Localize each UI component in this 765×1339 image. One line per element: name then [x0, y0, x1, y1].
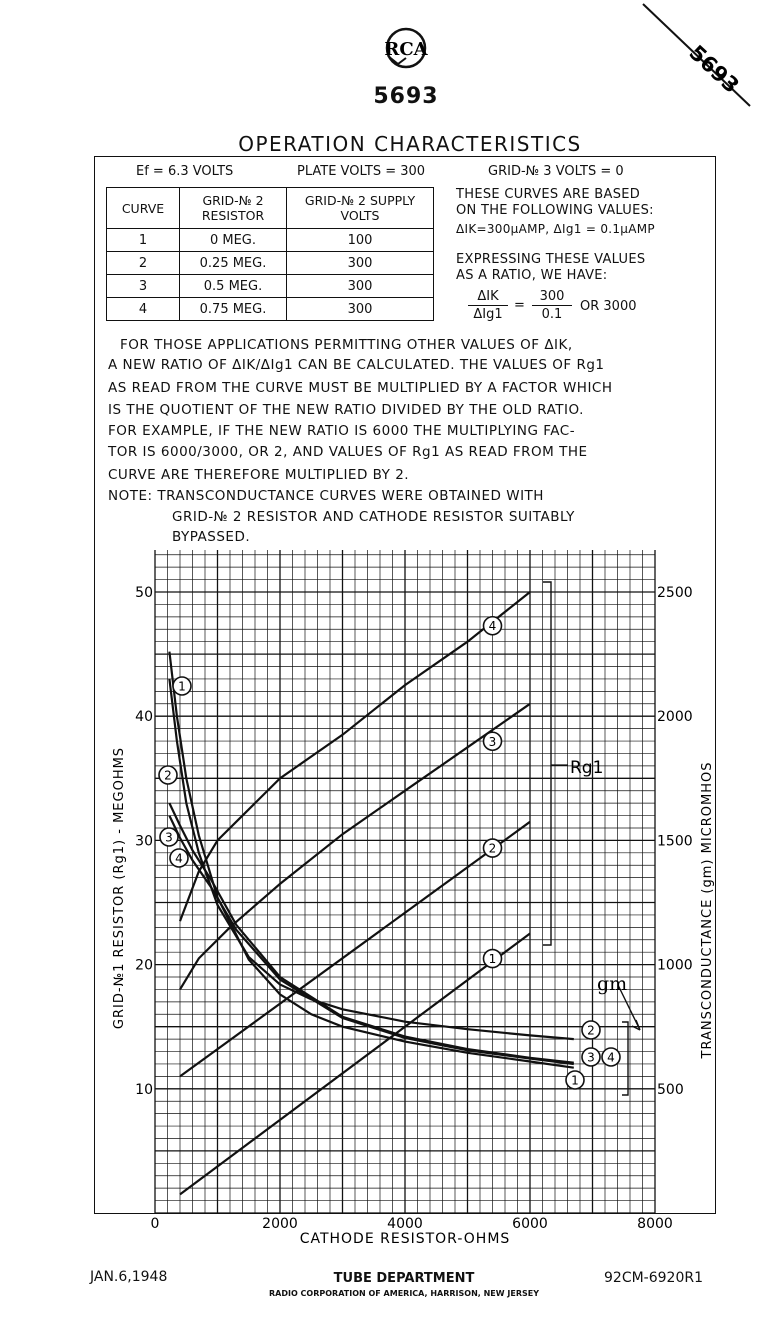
gm-curve-label: 4	[607, 1050, 615, 1065]
gm-group-label: gm	[597, 973, 628, 995]
footer-date: JAN.6,1948	[90, 1269, 168, 1285]
paragraph-line: AS READ FROM THE CURVE MUST BE MULTIPLIED BY A FACTOR WHICH	[108, 380, 613, 396]
paragraph-line: A NEW RATIO OF ΔIK/ΔIg1 CAN BE CALCULATED. THE VALUES OF Rg1	[108, 357, 605, 373]
side-note-line: ΔIK=300μAMP, ΔIg1 = 0.1μAMP	[456, 222, 655, 236]
table-header: CURVE	[107, 188, 180, 229]
gm-curve-label: 1	[571, 1073, 579, 1088]
y-right-tick-label: 2500	[657, 585, 693, 601]
rg1-bracket	[543, 582, 551, 945]
svg-text:5693: 5693	[684, 40, 744, 98]
y-left-tick-label: 30	[135, 833, 153, 850]
paragraph-line: NOTE: TRANSCONDUCTANCE CURVES WERE OBTAINED WITH	[108, 488, 544, 504]
x-tick-label: 4000	[387, 1216, 423, 1232]
gm-bracket	[622, 1022, 628, 1095]
table-cell: 0.25 MEG.	[180, 252, 287, 275]
ratio-result: OR 3000	[580, 299, 637, 314]
plate-voltage: PLATE VOLTS = 300	[297, 164, 426, 179]
value-numerator: 300	[539, 289, 565, 304]
table-cell: 0.5 MEG.	[180, 275, 287, 298]
y-right-tick-label: 1000	[657, 957, 693, 974]
rg1-curve-label: 2	[488, 841, 497, 856]
ratio-denominator: ΔIg1	[473, 307, 503, 322]
gm-curve-label: 3	[165, 830, 173, 845]
paragraph-line: TOR IS 6000/3000, OR 2, AND VALUES OF Rg1 AS READ FROM THE	[108, 444, 588, 460]
rg1-curve-label: 3	[488, 734, 497, 749]
table-cell: 2	[107, 252, 180, 275]
x-tick-label: 6000	[512, 1216, 548, 1232]
gm-curve-label: 2	[164, 768, 172, 783]
paragraph-line: IS THE QUOTIENT OF THE NEW RATIO DIVIDED BY THE OLD RATIO.	[108, 402, 584, 418]
x-tick-label: 2000	[262, 1216, 298, 1232]
side-note-line: THESE CURVES ARE BASED	[456, 187, 641, 202]
side-note-line: EXPRESSING THESE VALUES	[456, 252, 646, 267]
y-right-axis-label: TRANSCONDUCTANCE (gm) MICROMHOS	[700, 761, 715, 1059]
paragraph-line: GRID-№ 2 RESISTOR AND CATHODE RESISTOR SUITABLY	[172, 509, 575, 525]
gm-curve-label: 2	[587, 1023, 595, 1038]
table-cell: 3	[107, 275, 180, 298]
table-cell: 0 MEG.	[180, 229, 287, 252]
ratio-equals: =	[514, 298, 525, 313]
rg1-curve-label: 1	[488, 952, 497, 967]
table-cell: 1	[107, 229, 180, 252]
table-header: GRID-№ 2 RESISTOR	[180, 188, 287, 229]
y-left-tick-label: 40	[135, 709, 153, 726]
rg1-curve-label: 4	[488, 619, 497, 634]
paragraph-line: CURVE ARE THEREFORE MULTIPLIED BY 2.	[108, 467, 410, 483]
table-cell: 0.75 MEG.	[180, 298, 287, 321]
paragraph-line: FOR THOSE APPLICATIONS PERMITTING OTHER VALUES OF ΔIK,	[120, 337, 573, 353]
filament-voltage: Ef = 6.3 VOLTS	[136, 164, 234, 179]
table-cell: 100	[287, 229, 434, 252]
ratio-numerator: ΔIK	[477, 289, 499, 304]
value-denominator: 0.1	[541, 307, 563, 322]
page-title: OPERATION CHARACTERISTICS	[238, 132, 582, 156]
y-left-tick-label: 50	[135, 585, 153, 601]
side-note-line: AS A RATIO, WE HAVE:	[456, 268, 608, 283]
grid3-voltage: GRID-№ 3 VOLTS = 0	[488, 164, 624, 179]
gm-curve-label: 3	[587, 1050, 595, 1065]
footer-code: 92CM-6920R1	[604, 1270, 703, 1286]
y-left-tick-label: 20	[135, 957, 153, 974]
table-cell: 4	[107, 298, 180, 321]
table-cell: 300	[287, 275, 434, 298]
y-left-axis-label: GRID-№1 RESISTOR (Rg1) - MEGOHMS	[112, 746, 127, 1030]
table-cell: 300	[287, 298, 434, 321]
side-note-line: ON THE FOLLOWING VALUES:	[456, 203, 654, 218]
gm-curve-label: 1	[178, 679, 186, 694]
y-right-tick-label: 500	[657, 1081, 684, 1098]
x-axis-label: CATHODE RESISTOR-OHMS	[299, 1231, 511, 1247]
gm-curve-label: 4	[175, 851, 183, 866]
y-left-tick-label: 10	[135, 1081, 153, 1098]
footer-company: RADIO CORPORATION OF AMERICA, HARRISON, NEW JERSEY	[269, 1289, 539, 1298]
table-cell: 300	[287, 252, 434, 275]
x-tick-label: 0	[150, 1216, 160, 1232]
svg-text:RCA: RCA	[384, 39, 428, 60]
paragraph-line: FOR EXAMPLE, IF THE NEW RATIO IS 6000 THE MULTIPLYING FAC-	[108, 423, 576, 439]
y-right-tick-label: 2000	[657, 709, 693, 726]
paragraph-line: BYPASSED.	[172, 529, 251, 545]
y-right-tick-label: 1500	[657, 833, 693, 850]
table-header: GRID-№ 2 SUPPLY VOLTS	[287, 188, 434, 229]
footer-department: TUBE DEPARTMENT	[333, 1271, 475, 1286]
x-tick-label: 8000	[637, 1216, 673, 1232]
tube-number: 5693	[373, 84, 439, 109]
rg1-group-label: Rg1	[570, 758, 604, 778]
